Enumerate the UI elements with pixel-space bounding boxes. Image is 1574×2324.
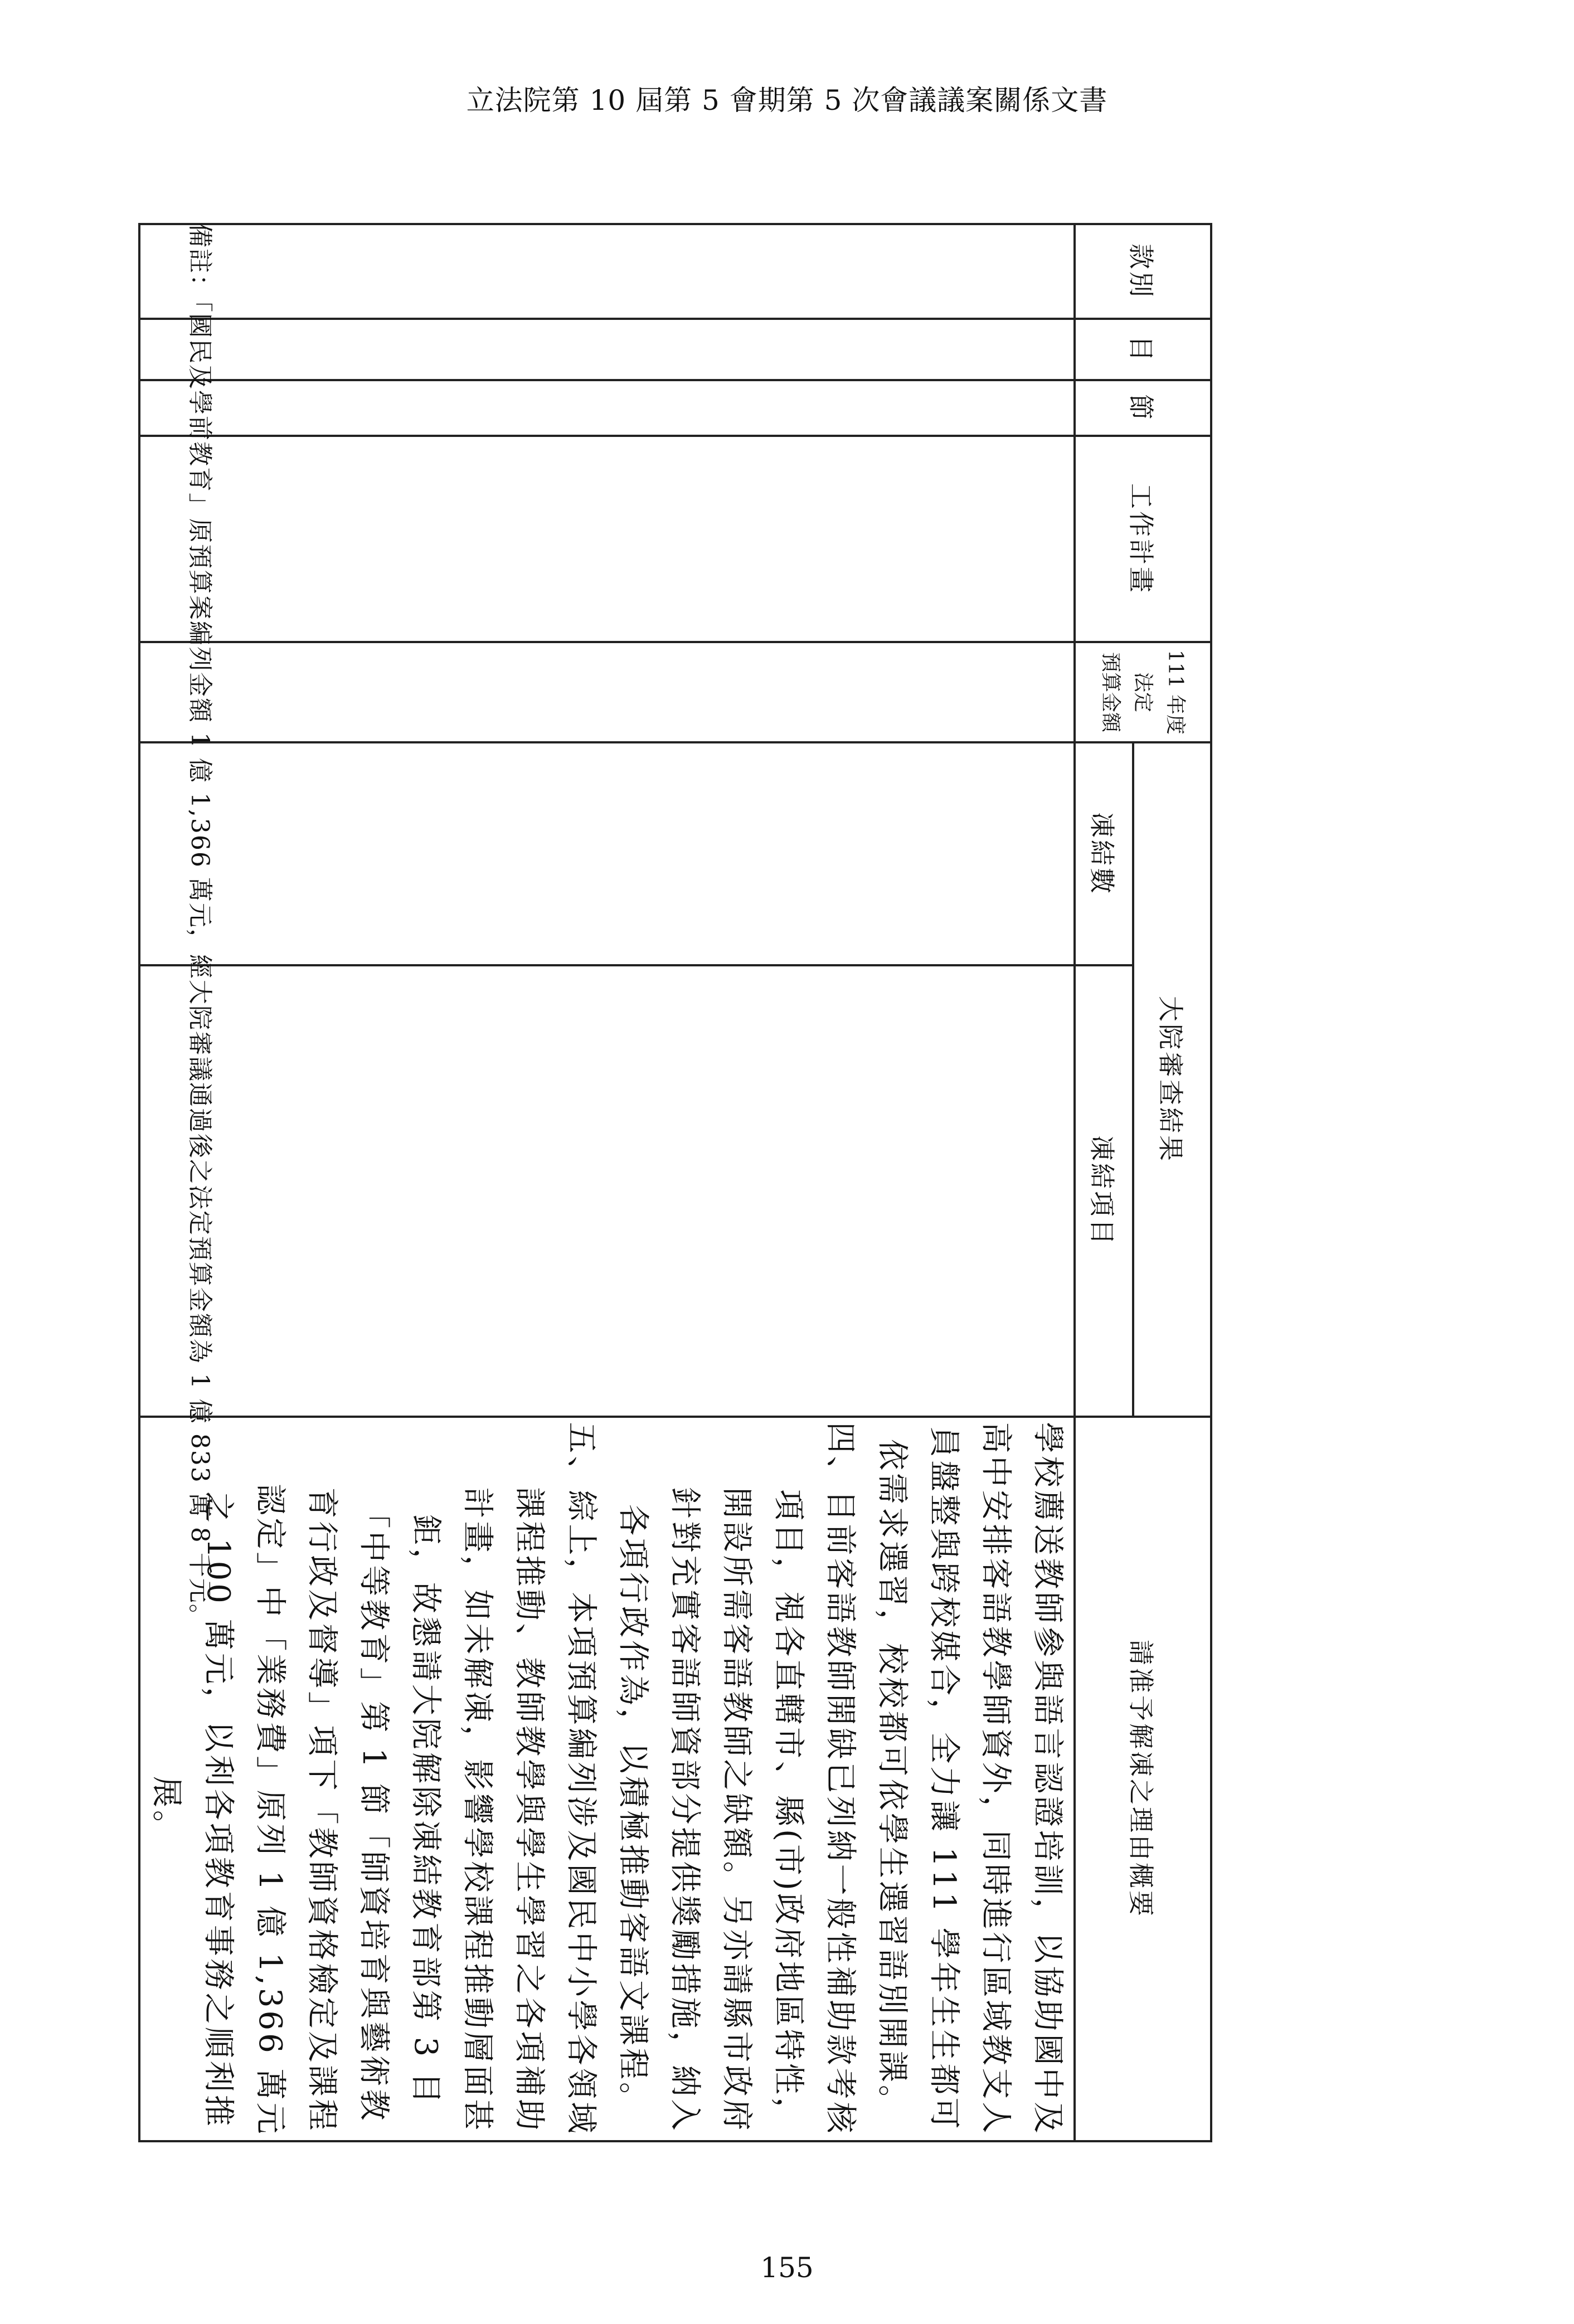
footnote: 備註：「國民及學前教育」原預算案編列金額 1 億 1,366 萬元，經大院審議通過後之法定預算金額為 1 億 833 萬 8 千元。 xyxy=(186,223,214,1630)
cell-work-plan xyxy=(139,436,1075,642)
header-statutory-budget xyxy=(1075,642,1211,742)
cell-statutory-budget xyxy=(139,642,1075,742)
header-reason: 請准予解凍之理由概要 xyxy=(1075,1417,1211,2141)
reason-paragraph: 學校薦送教師參與語言認證培訓，以協助國中及高中安排客語教學師資外，同時進行區域教支人員盤整與跨校媒合，全力讓 111 學年生生都可依需求選習，校校都可依學生選習語別開課。 xyxy=(874,1422,1066,2136)
budget-unfreeze-table xyxy=(138,223,1212,2142)
document-header: 立法院第 10 屆第 5 會期第 5 次會議議案關係文書 xyxy=(466,84,1108,116)
header-mu: 目 xyxy=(1075,319,1211,380)
cell-kuan xyxy=(139,224,1075,319)
cell-jie xyxy=(139,380,1075,436)
rotated-table-block xyxy=(131,223,1212,2140)
reason-paragraph: 五、綜上，本項預算編列涉及國民中小學各領域課程推動、教師教學與學生學習之各項補助計畫，如未解凍，影響學校課程推動層面甚鉅，故懇請大院解除凍結教育部第 3 目「中等教育」第 1 節「師資培育與藝術教育行政及督導」項下「教師資格檢定及課程認定」中「業務費」原列 1 億 1,366 萬元之 100 萬元，以利各項教育事務之順利推展。 xyxy=(148,1422,599,2137)
header-review-result: 大院審查結果 xyxy=(1133,742,1211,1417)
cell-frozen-item xyxy=(139,965,1075,1417)
cell-reason xyxy=(139,1417,1075,2141)
header-statutory-budget-line2: 預算金額 xyxy=(1099,652,1123,732)
header-kuan: 款別 xyxy=(1075,224,1211,319)
header-frozen-item: 凍結項目 xyxy=(1075,965,1133,1417)
header-frozen-amount: 凍結數 xyxy=(1075,742,1133,965)
cell-mu xyxy=(139,319,1075,380)
header-statutory-budget-line1: 111 年度法定 xyxy=(1131,649,1187,735)
header-jie: 節 xyxy=(1075,380,1211,436)
page-number: 155 xyxy=(760,2252,814,2284)
header-work-plan: 工作計畫 xyxy=(1075,436,1211,642)
reason-paragraph: 四、目前客語教師開缺已列納一般性補助款考核項目，視各直轄市、縣(市)政府地區特性，開設所需客語教師之缺額。另亦請縣市政府針對充實客語師資部分提供獎勵措施，納入各項行政作為，以積極推動客語文課程。 xyxy=(615,1422,858,2136)
cell-frozen-amount xyxy=(139,742,1075,965)
